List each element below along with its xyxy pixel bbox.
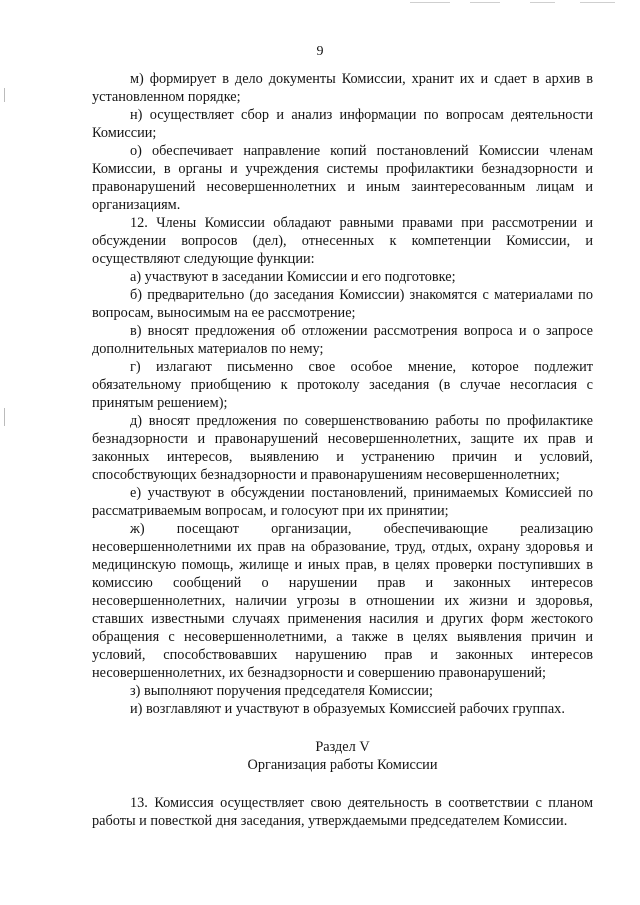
paragraph-i: и) возглавляют и участвуют в образуемых Комиссией рабочих группах. <box>130 701 565 717</box>
paragraph-z: з) выполняют поручения председателя Комиссии; <box>130 683 433 699</box>
section-number: Раздел V <box>315 739 370 755</box>
section-heading <box>92 738 593 774</box>
paragraph-o: о) обеспечивает направление копий постановлений Комиссии членам Комиссии, в органы и учреждения системы профилактики безнадзорности и правонарушений несовершеннолетних и иным заинтересованным лицам и организациям. <box>92 143 593 213</box>
paragraph-zh: ж) посещают организации, обеспечивающие реализацию несовершеннолетними их прав на образование, труд, отдых, охрану здоровья и медицинскую помощь, жилище и иных прав, в целях проверки поступивших в комиссию сообщений о нарушении прав и законных интересов несовершеннолетних, наличии угрозы в отношении их жизни и здоровья, ставших известными случаях применения насилия и других форм жестокого обращения с несовершеннолетними, а также в целях выявления причин и условий, способствовавших нарушению прав и законных интересов несовершеннолетних, их безнадзорности и совершению правонарушений; <box>92 521 593 681</box>
paragraph-b: б) предварительно (до заседания Комиссии) знакомятся с материалами по вопросам, выносимым на ее рассмотрение; <box>92 287 593 321</box>
paragraph-e: е) участвуют в обсуждении постановлений, принимаемых Комиссией по рассматриваемым вопросам, и голосуют при их принятии; <box>92 485 593 519</box>
paragraph-a: а) участвуют в заседании Комиссии и его подготовке; <box>130 269 456 285</box>
paragraph-m: м) формирует в дело документы Комиссии, хранит их и сдает в архив в установленном порядке; <box>92 71 593 105</box>
document-body <box>92 70 593 830</box>
paragraph-n: н) осуществляет сбор и анализ информации по вопросам деятельности Комиссии; <box>92 107 593 141</box>
scan-artifact-marks <box>410 2 620 6</box>
scan-edge-mark <box>4 88 5 102</box>
paragraph-v: в) вносят предложения об отложении рассмотрения вопроса и о запросе дополнительных материалов по нему; <box>92 323 593 357</box>
page-number: 9 <box>316 44 324 59</box>
paragraph-13: 13. Комиссия осуществляет свою деятельность в соответствии с планом работы и повесткой дня заседания, утверждаемыми председателем Комиссии. <box>92 795 593 829</box>
scan-edge-mark <box>4 408 5 426</box>
paragraph-12: 12. Члены Комиссии обладают равными правами при рассмотрении и обсуждении вопросов (дел), отнесенных к компетенции Комиссии, и осуществляют следующие функции: <box>92 215 593 267</box>
paragraph-d: д) вносят предложения по совершенствованию работы по профилактике безнадзорности и правонарушений несовершеннолетних, защите их прав и законных интересов, выявлению и устранению причин и условий, способствующих безнадзорности и правонарушениям несовершеннолетних; <box>92 413 593 483</box>
paragraph-g: г) излагают письменно свое особое мнение, которое подлежит обязательному приобщению к протоколу заседания (в случае несогласия с принятым решением); <box>92 359 593 411</box>
section-title: Организация работы Комиссии <box>247 757 438 773</box>
